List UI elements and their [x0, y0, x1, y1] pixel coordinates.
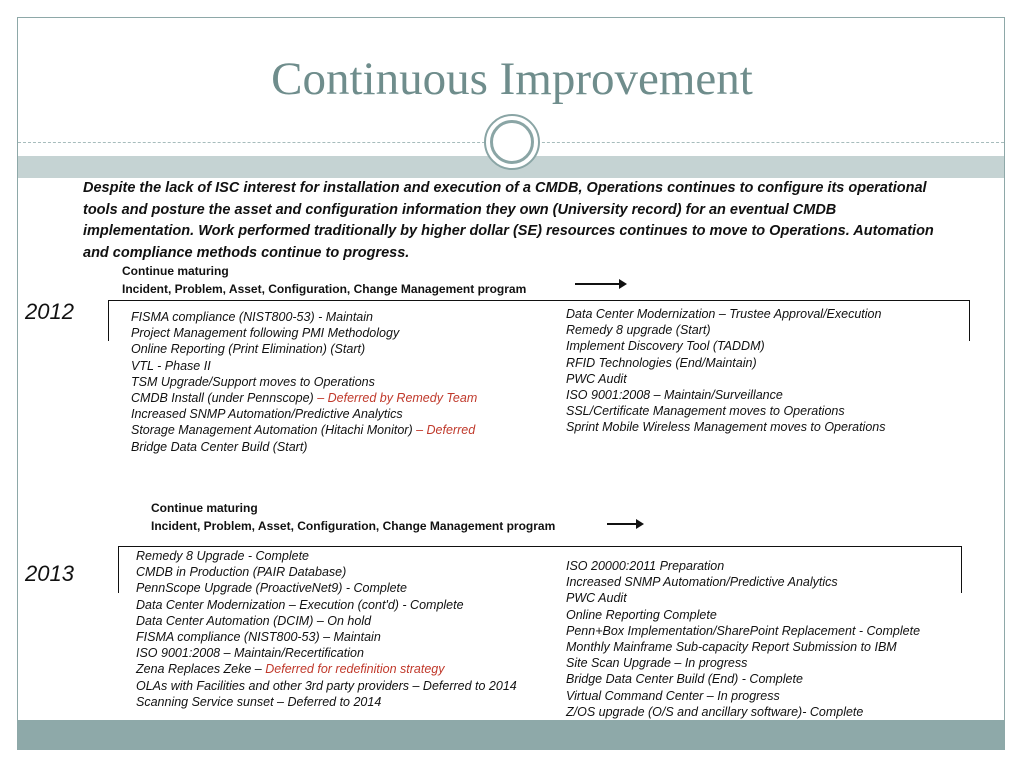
item-text: SSL/Certificate Management moves to Operations [566, 404, 845, 419]
header-line: Incident, Problem, Asset, Configuration, Change Management program [122, 282, 527, 296]
item-text: Implement Discovery Tool (TADDM) [566, 339, 765, 354]
list-item [136, 548, 517, 564]
list-item [566, 371, 885, 387]
list-item [566, 403, 885, 419]
list-item [131, 374, 477, 390]
list-item [131, 439, 477, 455]
item-text: Virtual Command Center – In progress [566, 688, 780, 703]
item-text: Remedy 8 Upgrade - Complete [136, 549, 309, 563]
item-text: PennScope Upgrade (ProactiveNet9) - Complete [136, 581, 407, 596]
item-text: RFID Technologies (End/Maintain) [566, 355, 757, 370]
list-item [136, 694, 517, 710]
intro-line: implementation. Work performed traditionally by higher dollar (SE) resources continues to move to Operations. Automation [83, 223, 934, 239]
item-text: Online Reporting (Print Elimination) (Start) [131, 342, 366, 357]
list-item [136, 564, 517, 580]
item-text: Increased SNMP Automation/Predictive Analytics [131, 407, 403, 422]
item-text: Zena Replaces Zeke – [136, 662, 262, 677]
item-text: CMDB in Production (PAIR Database) [136, 565, 347, 580]
list-item [136, 678, 517, 694]
list-item [566, 322, 885, 338]
list-item [136, 661, 517, 677]
list-item [566, 590, 920, 606]
header-line: Continue maturing [122, 264, 229, 278]
list-item [566, 607, 920, 623]
item-text: OLAs with Facilities and other 3rd party providers – Deferred to 2014 [136, 678, 517, 693]
item-text: FISMA compliance (NIST800-53) – Maintain [136, 630, 381, 645]
item-text: Monthly Mainframe Sub-capacity Report Submission to IBM [566, 640, 897, 655]
item-text: Site Scan Upgrade – In progress [566, 656, 748, 671]
list-item [566, 387, 885, 403]
list-item [566, 655, 920, 671]
list-item [136, 613, 517, 629]
list-item [136, 580, 517, 596]
intro-line: tools and posture the asset and configuration information they own (University record) for an eventual CMDB [83, 201, 837, 218]
list-item [131, 341, 477, 357]
item-status-note: – Deferred by Remedy Team [313, 391, 478, 406]
list-item [136, 629, 517, 645]
item-text: ISO 9001:2008 – Maintain/Recertification [136, 646, 364, 661]
list-item [566, 623, 920, 639]
list-item [566, 704, 920, 720]
item-status-note: – Deferred [412, 423, 476, 438]
item-text: Data Center Modernization – Trustee Approval/Execution [566, 307, 882, 321]
section-2013-right-list [566, 558, 920, 720]
item-text: TSM Upgrade/Support moves to Operations [131, 374, 375, 389]
list-item [566, 558, 920, 574]
header-line: Continue maturing [151, 501, 258, 515]
item-text: Data Center Modernization – Execution (cont'd) - Complete [136, 597, 464, 612]
item-text: Penn+Box Implementation/SharePoint Replacement - Complete [566, 623, 921, 638]
year-label-2013: 2013 [25, 561, 74, 586]
item-text: CMDB Install (under Pennscope) [131, 391, 314, 406]
list-item [566, 419, 885, 435]
section-2012-left-list [131, 309, 477, 455]
circle-ornament-icon [484, 114, 540, 170]
item-text: Bridge Data Center Build (End) - Complete [566, 672, 803, 687]
item-text: Scanning Service sunset – Deferred to 2014 [136, 694, 382, 709]
item-text: Z/OS upgrade (O/S and ancillary software)- Complete [566, 704, 864, 719]
list-item [566, 671, 920, 687]
item-text: Remedy 8 upgrade (Start) [566, 323, 711, 338]
item-text: ISO 20000:2011 Preparation [566, 559, 725, 573]
item-text: Bridge Data Center Build (Start) [131, 439, 308, 454]
list-item [136, 645, 517, 661]
item-text: PWC Audit [566, 591, 627, 606]
list-item [131, 422, 477, 438]
item-text: Project Management following PMI Methodology [131, 326, 400, 341]
section-2013-header [151, 499, 555, 535]
item-text: PWC Audit [566, 371, 627, 386]
list-item [131, 390, 477, 406]
list-item [566, 639, 920, 655]
item-text: FISMA compliance (NIST800-53) - Maintain [131, 310, 373, 324]
section-2012-header [122, 262, 526, 298]
item-text: Online Reporting Complete [566, 607, 717, 622]
list-item [566, 306, 885, 322]
item-text: ISO 9001:2008 – Maintain/Surveillance [566, 388, 783, 403]
list-item [131, 358, 477, 374]
arrow-right-icon [607, 523, 642, 525]
item-status-note: Deferred for redefinition strategy [261, 662, 445, 677]
arrow-right-icon [575, 283, 625, 285]
item-text: Sprint Mobile Wireless Management moves to Operations [566, 420, 886, 435]
header-line: Incident, Problem, Asset, Configuration, Change Management program [151, 519, 556, 533]
list-item [131, 406, 477, 422]
list-item [566, 338, 885, 354]
intro-line: Despite the lack of ISC interest for installation and execution of a CMDB, Operations continues to configure its operational [83, 180, 927, 196]
intro-paragraph [83, 178, 988, 264]
section-2012-right-list [566, 306, 885, 436]
slide-title: Continuous Improvement [271, 53, 753, 105]
year-label-2012: 2012 [25, 299, 74, 324]
list-item [136, 597, 517, 613]
intro-line: and compliance methods continue to progress. [83, 244, 410, 261]
item-text: Storage Management Automation (Hitachi Monitor) [131, 423, 413, 438]
list-item [131, 325, 477, 341]
footer-band [18, 720, 1004, 750]
section-2013-left-list [136, 548, 517, 710]
list-item [131, 309, 477, 325]
item-text: VTL - Phase II [131, 358, 211, 373]
item-text: Increased SNMP Automation/Predictive Analytics [566, 575, 838, 590]
list-item [566, 688, 920, 704]
list-item [566, 355, 885, 371]
item-text: Data Center Automation (DCIM) – On hold [136, 613, 372, 628]
list-item [566, 574, 920, 590]
